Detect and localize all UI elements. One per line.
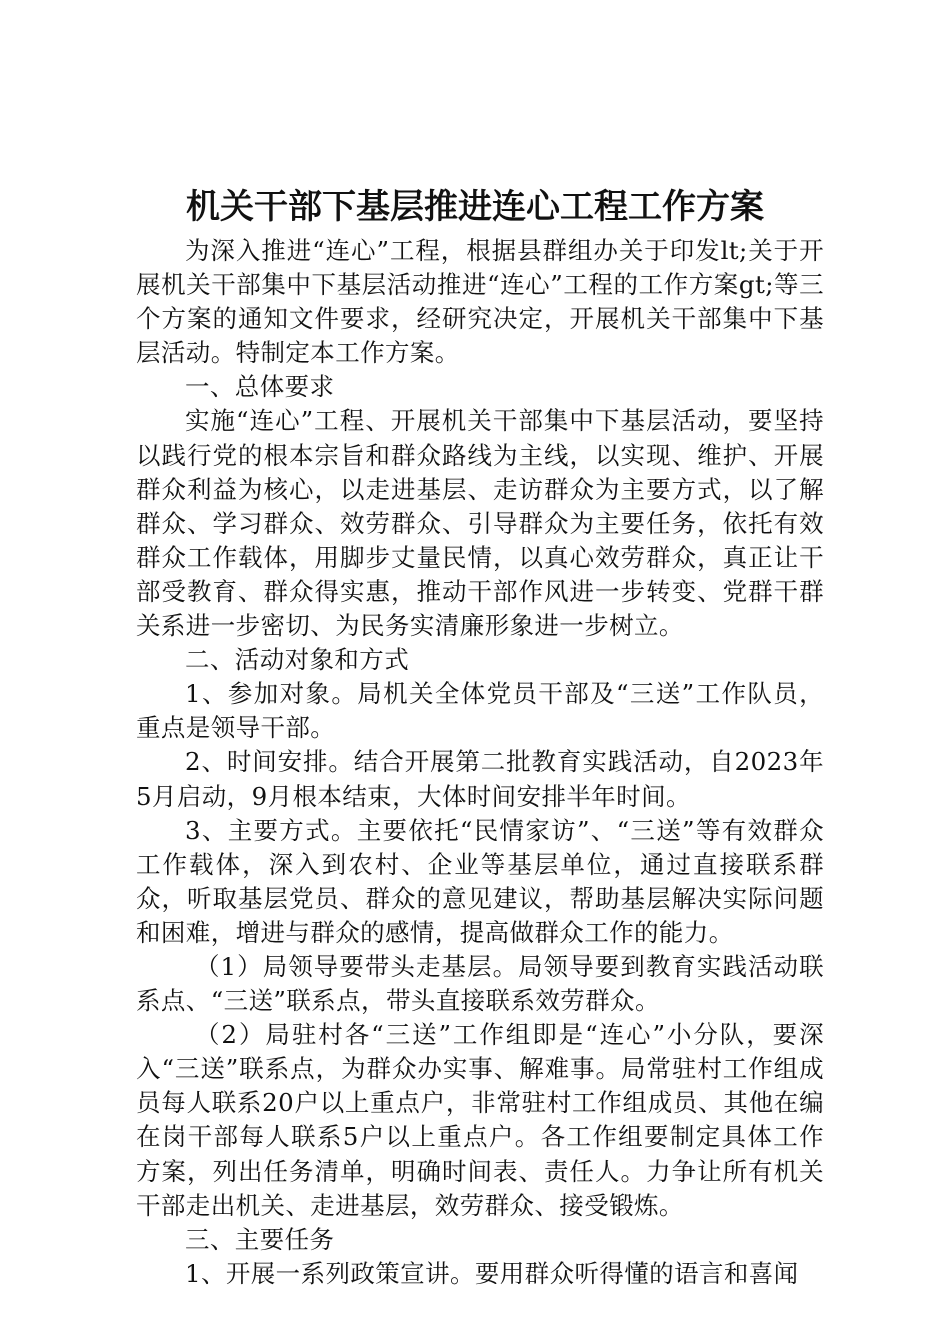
paragraph: 1、开展一系列政策宣讲。要用群众听得懂的语言和喜闻: [185, 1258, 799, 1288]
paragraph: （1）局领导要带头走基层。局领导要到教育实践活动联系点、“三送”联系点，带头直接联系效劳群众。: [136, 951, 824, 1016]
paragraph: 实施“连心”工程、开展机关干部集中下基层活动，要坚持以践行党的根本宗旨和群众路线为主线，以实现、维护、开展群众利益为核心，以走进基层、走访群众为主要方式，以了解群众、学习群众、效劳群众、引导群众为主要任务，依托有效群众工作载体，用脚步丈量民情，以真心效劳群众，真正让干部受教育、群众得实惠，推动干部作风进一步转变、党群干群关系进一步密切、为民务实清廉形象进一步树立。: [136, 406, 824, 641]
section-heading: 三、主要任务: [185, 1224, 335, 1254]
section-heading: 一、总体要求: [185, 372, 335, 402]
section-heading: 二、活动对象和方式: [185, 645, 410, 675]
paragraph: 1、参加对象。局机关全体党员干部及“三送”工作队员，重点是领导干部。: [136, 679, 824, 743]
paragraph: （2）局驻村各“三送”工作组即是“连心”小分队，要深入“三送”联系点，为群众办实事、解难事。局常驻村工作组成员每人联系20户以上重点户，非常驻村工作组成员、其他在编在岗干部每人联系5户以上重点户。各工作组要制定具体工作方案，列出任务清单，明确时间表、责任人。力争让所有机关干部走出机关、走进基层，效劳群众、接受锻炼。: [136, 1020, 824, 1220]
paragraph: 2、时间安排。结合开展第二批教育实践活动，自2023年5月启动，9月根本结束，大体时间安排半年时间。: [136, 747, 824, 811]
document-body: [136, 234, 824, 1291]
paragraph: 为深入推进“连心”工程，根据县群组办关于印发lt;关于开展机关干部集中下基层活动推进“连心”工程的工作方案gt;等三个方案的通知文件要求，经研究决定，开展机关干部集中下基层活动。特制定本工作方案。: [136, 236, 824, 368]
document-title: 机关干部下基层推进连心工程工作方案: [186, 187, 764, 227]
paragraph: 3、主要方式。主要依托“民情家访”、“三送”等有效群众工作载体，深入到农村、企业等基层单位，通过直接联系群众，听取基层党员、群众的意见建议，帮助基层解决实际问题和困难，增进与群众的感情，提高做群众工作的能力。: [136, 815, 824, 947]
